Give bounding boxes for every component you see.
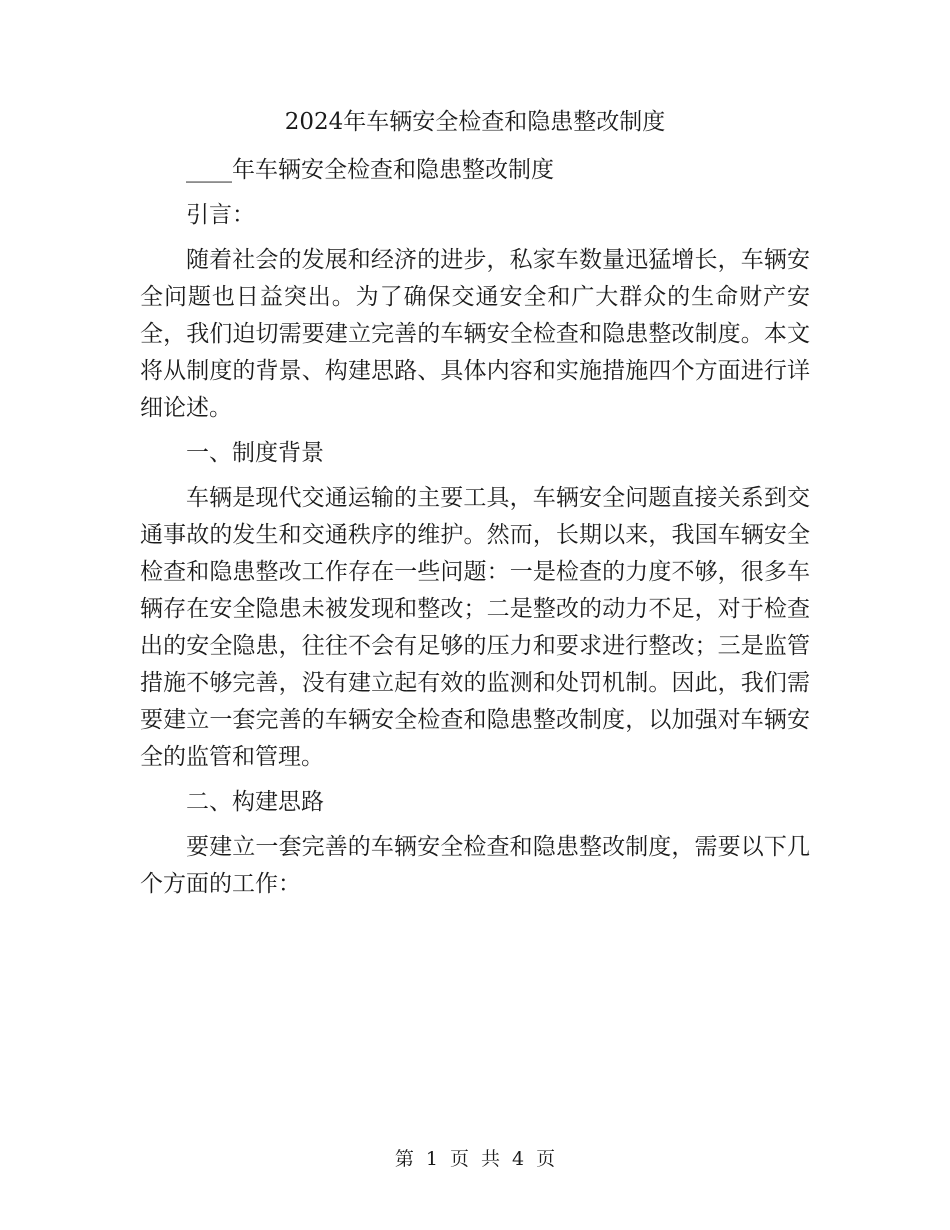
intro-heading: 引言： [186,202,255,228]
subtitle-line: ____年车辆安全检查和隐患整改制度 [186,157,554,183]
intro-paragraph: 随着社会的发展和经济的进步，私家车数量迅猛增长，车辆安全问题也日益突出。为了确保交通安全和广大群众的生命财产安全，我们迫切需要建立完善的车辆安全检查和隐患整改制度。本文将从制度的背景、构建思路、具体内容和实施措施四个方面进行详细论述。 [140,247,810,421]
section2-paragraph: 要建立一套完善的车辆安全检查和隐患整改制度，需要以下几个方面的工作： [140,834,810,897]
page-number-footer: 第 1 页 共 4 页 [394,1148,556,1170]
document-body [140,152,810,911]
section2-heading: 二、构建思路 [186,789,324,815]
section1-paragraph: 车辆是现代交通运输的主要工具，车辆安全问题直接关系到交通事故的发生和交通秩序的维护。然而，长期以来，我国车辆安全检查和隐患整改工作存在一些问题：一是检查的力度不够，很多车辆存在安全隐患未被发现和整改；二是整改的动力不足，对于检查出的安全隐患，往往不会有足够的压力和要求进行整改；三是监管措施不够完善，没有建立起有效的监测和处罚机制。因此，我们需要建立一套完善的车辆安全检查和隐患整改制度，以加强对车辆安全的监管和管理。 [140,485,810,770]
document-title: 2024年车辆安全检查和隐患整改制度 [284,109,666,135]
section1-heading: 一、制度背景 [186,440,324,466]
